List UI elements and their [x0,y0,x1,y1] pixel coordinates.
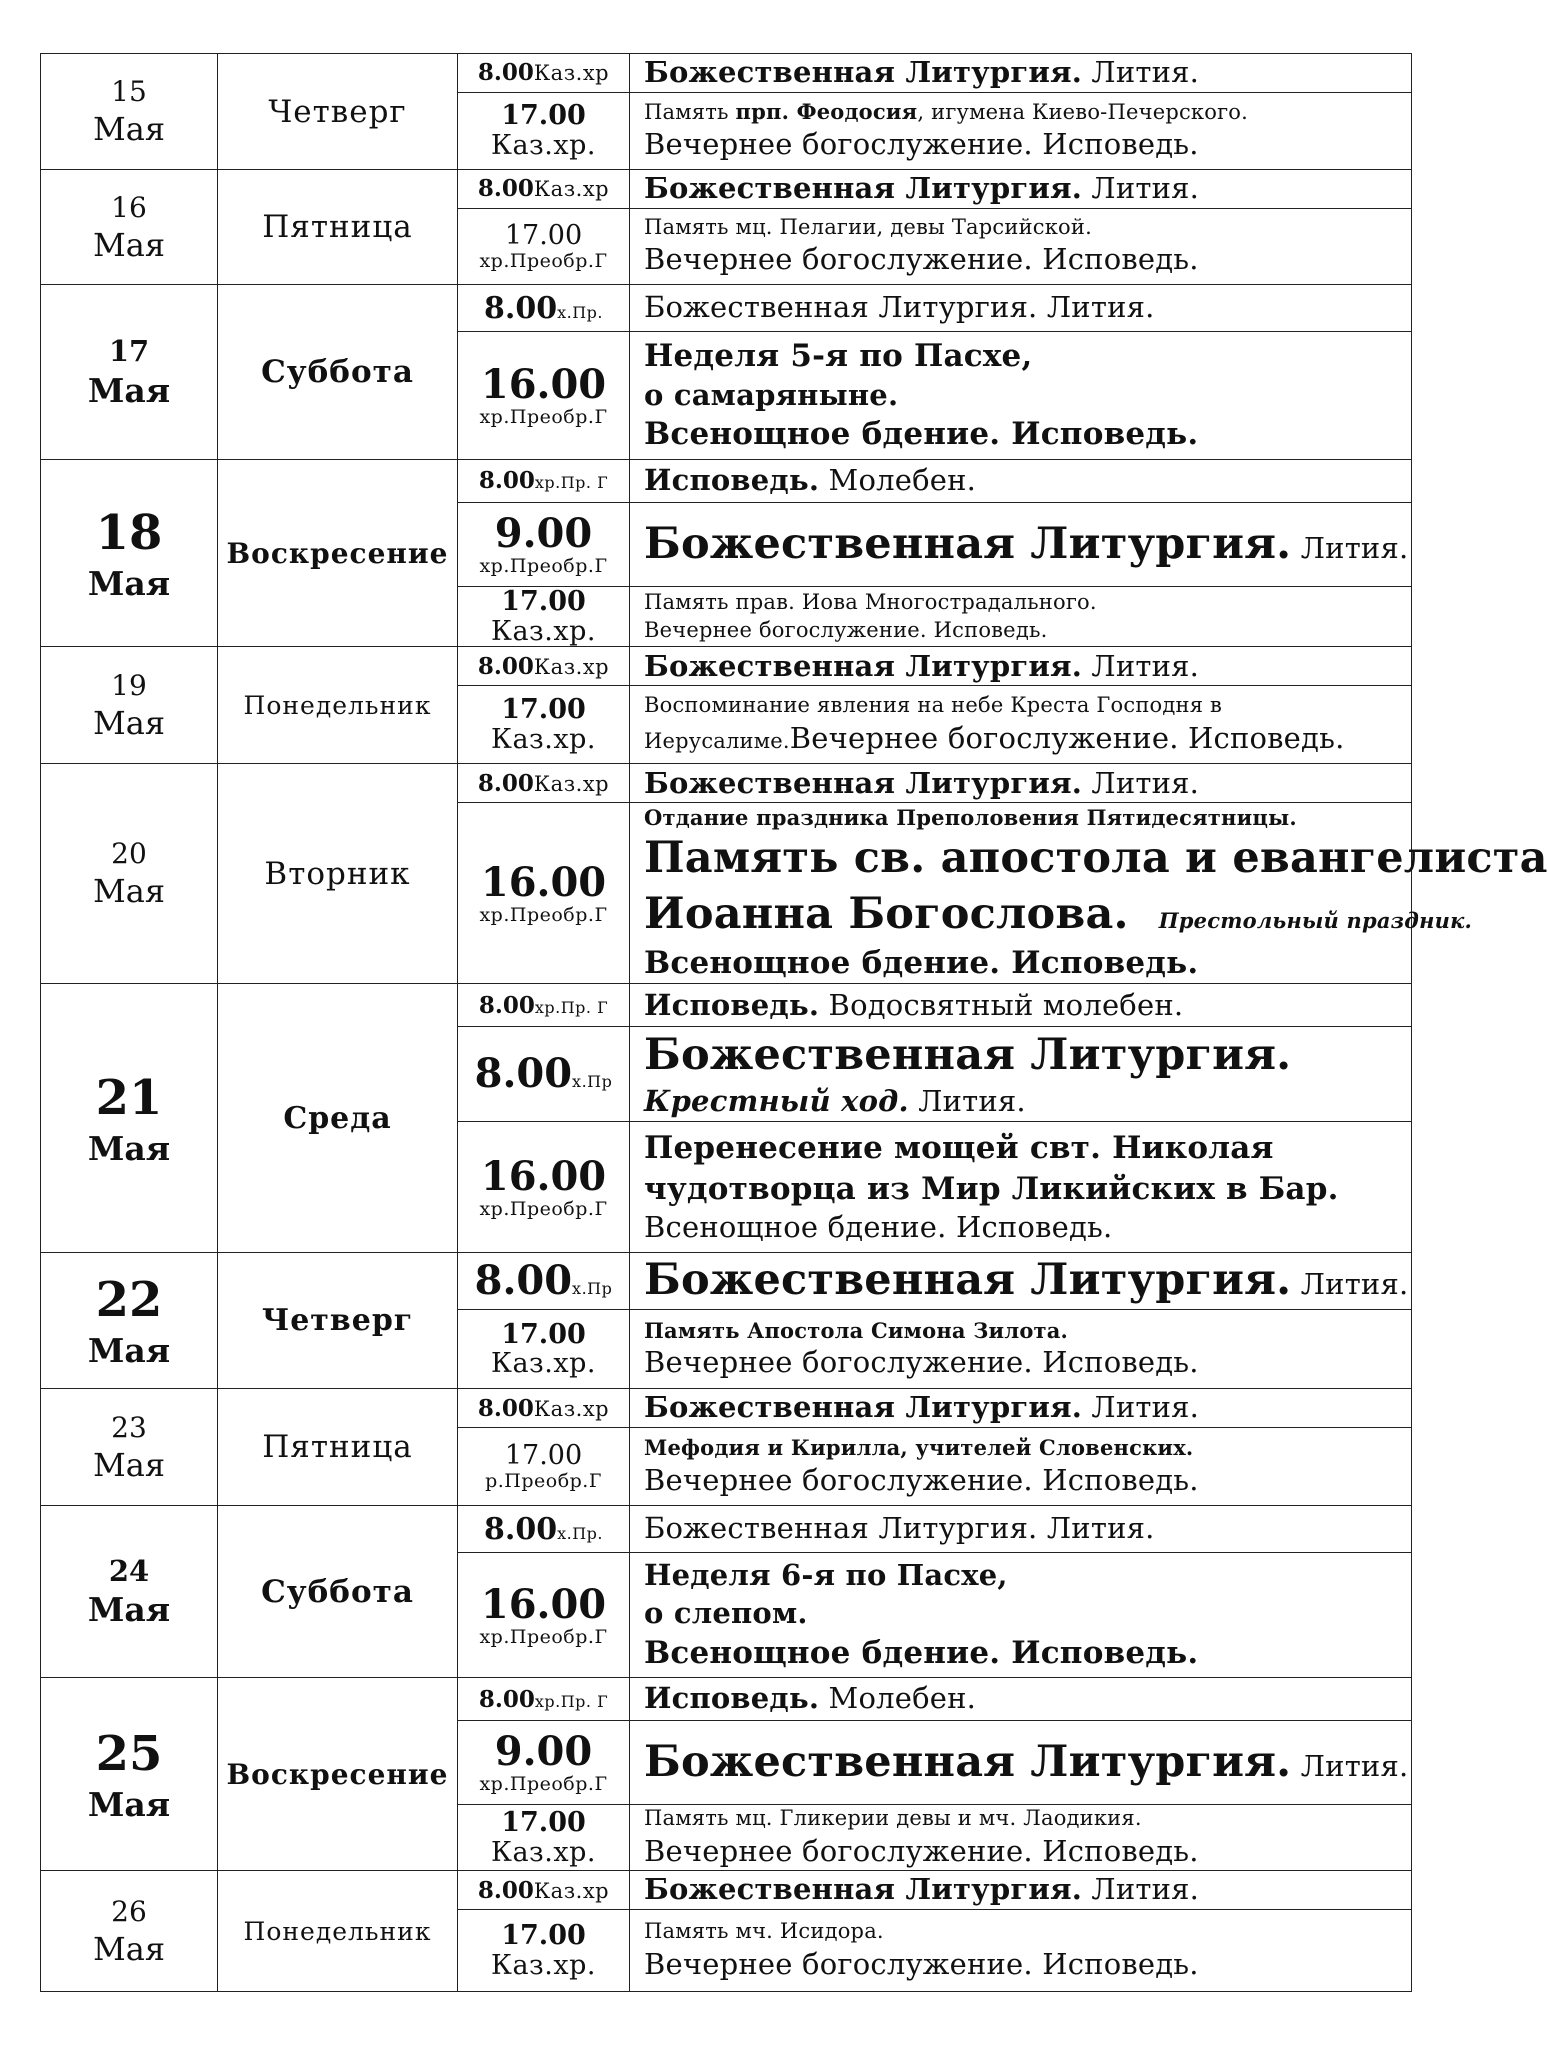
day-number: 17 [108,334,150,369]
month-name: Мая [92,872,166,911]
service-time: 17.00 [501,1920,586,1952]
description-text: Вечернее богослужение. Исповедь. [644,242,1199,277]
month-name: Мая [92,703,166,742]
service-location: хр.Преобр.Г [479,555,608,578]
description-line [644,1735,1409,1791]
description-text: Водосвятный молебен. [819,987,1184,1022]
service-time: 17.00 [501,1318,586,1350]
weekday-label: Воскресение [226,1757,449,1791]
description-text: Крестный ход. [644,1084,909,1119]
description-line [644,1595,1405,1633]
time-cell [458,1678,630,1721]
description-line [644,336,1405,376]
date-cell [41,1678,218,1871]
service-location: Каз.хр [533,654,610,679]
description-line [644,1946,1405,1984]
description-line [644,517,1409,573]
time-cell [458,503,630,587]
month-name: Мая [92,1929,166,1968]
time-cell [458,332,630,460]
service-time: 17.00 [504,220,583,252]
description-text: Божественная Литургия. [644,55,1083,90]
description-line [644,648,1405,686]
description-text: Молебен. [819,1681,977,1716]
description-text: Божественная Литургия. [644,1736,1292,1787]
description-line [644,214,1405,241]
description-line [644,377,1405,415]
time-cell [458,1506,630,1553]
service-description-cell [630,93,1412,170]
description-text: Иоанна Богослова. [644,888,1129,939]
description-text: чудотворца из Мир Ликийских в Бар. [644,1170,1339,1207]
weekday-label: Четверг [261,1303,414,1339]
service-location: Каз.хр. [491,1348,596,1380]
service-location: р.Преобр.Г [485,1470,602,1493]
date-cell [41,170,218,285]
description-line [644,1557,1405,1595]
month-name: Мая [87,1784,171,1824]
service-description-cell [630,54,1412,93]
service-description-cell [630,1506,1412,1553]
service-location: Каз.хр [533,1396,610,1421]
description-text: Всенощное бдение. Исповедь. [644,944,1199,981]
description-text: Мефодия и Кирилла, учителей Словенских. [644,1435,1194,1461]
description-line [644,289,1405,327]
description-line [644,831,1548,887]
schedule-row [41,54,1412,93]
time-cell [458,1122,630,1253]
day-number: 16 [111,190,147,224]
service-description-cell [630,1553,1412,1678]
schedule-table [40,53,1548,1992]
weekday-cell [218,1253,458,1389]
description-text: Память мц. Пелагии, девы Тарсийской. [644,215,1092,239]
description-line [644,98,1405,126]
description-line [644,1128,1405,1168]
schedule-row [41,1389,1412,1428]
service-description-cell [630,1871,1412,1910]
description-line [644,804,1405,831]
description-text: Вечернее богослужение. Исповедь. [644,617,1048,642]
schedule-row [41,170,1412,209]
date-cell [41,285,218,460]
time-cell [458,1721,630,1805]
time-cell [458,686,630,764]
service-description-cell [630,1428,1412,1506]
service-time: 8.00 [477,175,534,203]
service-location: хр.Преобр.Г [479,249,608,272]
description-text: Вечернее богослужение. Исповедь. [644,1345,1199,1380]
description-text: Всенощное бдение. Исповедь. [644,1209,1113,1244]
service-location: Каз.хр. [491,1949,596,1981]
service-location: Каз.хр. [491,615,596,647]
description-line [644,170,1405,208]
day-number: 19 [111,668,147,702]
weekday-label: Суббота [261,1573,414,1610]
time-cell [458,984,630,1027]
day-number: 23 [111,1410,147,1444]
month-name: Мая [87,370,171,410]
service-time: 16.00 [480,361,607,409]
description-text: Отдание праздника Преполовения Пятидесятницы. [644,804,1297,830]
time-cell [458,1805,630,1871]
time-cell [458,803,630,984]
service-location: хр.Преобр.Г [479,406,608,429]
weekday-cell [218,54,458,170]
date-cell [41,1389,218,1506]
description-line [644,241,1405,279]
schedule-row [41,285,1412,332]
description-text: Божественная Литургия. [644,171,1083,206]
description-text: Божественная Литургия. [644,518,1292,569]
date-cell [41,1871,218,1992]
service-location: х.Пр [572,1279,613,1299]
description-line [644,1633,1405,1673]
schedule-row [41,1678,1412,1721]
day-number: 24 [108,1554,150,1589]
description-text: Всенощное бдение. Исповедь. [644,1634,1199,1671]
service-location: Каз.хр [533,771,610,796]
date-cell [41,54,218,170]
description-text: Божественная Литургия. Лития. [644,290,1155,325]
weekday-label: Понедельник [243,690,432,720]
description-line [644,692,1405,719]
description-line [644,126,1405,164]
service-description-cell [630,285,1412,332]
service-time: 8.00 [477,652,534,680]
service-description-cell [630,503,1412,587]
weekday-label: Пятница [262,209,413,245]
description-text: Лития. [1082,1390,1200,1425]
description-line [644,1253,1409,1309]
description-text: Божественная Литургия. [644,648,1083,683]
description-text: Молебен. [819,463,977,498]
service-time: 17.00 [501,586,586,617]
service-description-cell [630,1721,1412,1805]
time-cell [458,647,630,686]
service-location: Каз.хр. [491,130,596,161]
time-cell [458,764,630,803]
schedule-row [41,1506,1412,1553]
schedule-row [41,647,1412,686]
service-description-cell [630,1910,1412,1992]
description-text: Перенесение мощей свт. Николая [644,1130,1274,1167]
description-text: Всенощное бдение. Исповедь. [644,416,1199,453]
description-line [644,1918,1405,1945]
description-text: Престольный праздник. [1128,907,1472,933]
description-line [644,462,1405,500]
service-description-cell [630,209,1412,285]
description-text: прп. Феодосия [735,99,918,124]
description-line [644,1344,1405,1382]
service-description-cell [630,1389,1412,1428]
day-number: 22 [95,1272,163,1329]
description-line [644,987,1405,1025]
description-text: Лития. [1082,1872,1200,1907]
date-cell [41,460,218,647]
time-cell [458,1553,630,1678]
weekday-cell [218,460,458,647]
service-time: 8.00 [477,769,534,797]
day-number: 20 [111,837,147,871]
description-text: Вечернее богослужение. Исповедь. [644,127,1199,162]
service-location: хр.Пр. Г [534,473,609,493]
service-description-cell [630,647,1412,686]
description-text: Божественная Литургия. [644,1872,1083,1907]
description-text: Божественная Литургия. [644,1029,1292,1080]
description-text: Иерусалиме. [644,728,790,753]
description-text: Вечернее богослужение. Исповедь. [644,1833,1199,1868]
service-description-cell [630,1027,1412,1122]
description-text: Лития. [1082,648,1200,683]
service-time: 8.00 [478,991,535,1019]
description-line [644,54,1405,92]
time-cell [458,93,630,170]
description-line [644,1209,1405,1247]
date-cell [41,647,218,764]
month-name: Мая [92,1445,166,1484]
month-name: Мая [87,1331,171,1371]
weekday-cell [218,647,458,764]
service-time: 8.00 [484,290,558,326]
time-cell [458,587,630,647]
service-location: хр.Преобр.Г [479,903,608,926]
day-number: 26 [111,1894,147,1928]
time-cell [458,1871,630,1910]
service-time: 8.00 [478,467,535,495]
service-location: Каз.хр. [491,723,596,755]
service-location: Каз.хр [533,1878,610,1903]
weekday-cell [218,1678,458,1871]
service-time: 8.00 [477,1394,534,1422]
weekday-cell [218,984,458,1253]
service-location: хр.Преобр.Г [479,1773,608,1796]
service-time: 16.00 [480,1580,607,1628]
service-description-cell [630,686,1412,764]
description-text: Лития. [1082,55,1200,90]
service-description-cell [630,984,1412,1027]
weekday-cell [218,170,458,285]
description-line [644,589,1405,616]
description-line [644,1434,1405,1461]
service-time: 8.00 [477,1876,534,1904]
time-cell [458,1310,630,1389]
description-text: Память [644,100,736,124]
description-line [644,1510,1405,1548]
service-time: 17.00 [501,694,586,726]
description-text: Память прав. Иова Многострадального. [644,590,1097,615]
time-cell [458,460,630,503]
description-text: Исповедь. [644,463,820,498]
weekday-label: Среда [283,1100,392,1136]
weekday-label: Суббота [261,354,414,390]
description-text: Исповедь. [644,1681,820,1716]
description-text: , игумена Киево-Печерского. [917,100,1249,124]
description-text: Неделя 6-я по Пасхе, [644,1558,1008,1593]
time-cell [458,54,630,93]
description-text: Лития. [1291,1267,1409,1302]
service-time: 8.00 [474,1050,573,1098]
description-text: Лития. [1291,1748,1409,1783]
description-text: Вечернее богослужение. Исповедь. [644,1946,1199,1981]
month-name: Мая [92,225,166,264]
schedule-row [41,984,1412,1027]
description-text: Неделя 5-я по Пасхе, [644,338,1033,375]
weekday-cell [218,764,458,984]
time-cell [458,1027,630,1122]
time-cell [458,1253,630,1310]
weekday-cell [218,1389,458,1506]
schedule-body [41,54,1548,1992]
service-location: х.Пр. [557,302,603,322]
date-cell [41,1506,218,1678]
service-location: х.Пр. [557,1523,603,1543]
day-number: 21 [95,1069,163,1126]
weekday-label: Воскресение [226,536,449,570]
time-cell [458,170,630,209]
service-time: 16.00 [480,858,607,906]
description-text: о слепом. [644,1596,808,1631]
date-cell [41,1253,218,1389]
service-location: Каз.хр [533,61,610,86]
description-line [644,1462,1405,1500]
service-description-cell [630,1678,1412,1721]
description-line [644,887,1472,943]
service-description-cell [630,1122,1412,1253]
description-line [644,1680,1405,1718]
description-line [644,1871,1405,1909]
service-description-cell [630,170,1412,209]
description-text: Лития. [1082,171,1200,206]
service-location: Каз.хр [533,177,610,202]
service-description-cell [630,803,1548,984]
time-cell [458,1910,630,1992]
service-time: 8.00 [478,1685,535,1713]
service-location: хр.Преобр.Г [479,1625,608,1648]
description-text: Лития. [1291,530,1409,565]
description-line [644,1028,1405,1084]
service-location: х.Пр [572,1072,613,1092]
description-text: о самаряныне. [644,377,899,412]
description-text: Божественная Литургия. [644,765,1083,800]
description-text: Лития. [908,1084,1026,1119]
description-text: Память мч. Исидора. [644,1919,884,1944]
description-line [644,765,1405,803]
service-location: Каз.хр. [491,1836,596,1868]
service-time: 17.00 [501,1807,586,1839]
description-line [644,1389,1405,1427]
day-number: 15 [111,75,147,108]
weekday-label: Понедельник [243,1916,432,1946]
description-line [644,414,1405,454]
description-line [644,1833,1405,1871]
description-line [644,1169,1405,1209]
month-name: Мая [87,563,171,603]
month-name: Мая [87,1128,171,1168]
service-description-cell [630,1310,1412,1389]
date-cell [41,764,218,984]
month-name: Мая [87,1590,171,1630]
service-description-cell [630,1805,1412,1871]
description-line [644,617,1405,644]
schedule-row [41,764,1412,803]
description-text: Исповедь. [644,987,820,1022]
description-line [644,1083,1405,1121]
service-time: 8.00 [474,1257,573,1305]
service-time: 9.00 [494,1728,593,1776]
weekday-cell [218,285,458,460]
weekday-label: Пятница [262,1429,413,1466]
description-text: Вечернее богослужение. Исповедь. [644,1462,1199,1497]
description-text: Память мц. Гликерии девы и мч. Лаодикия. [644,1806,1142,1831]
time-cell [458,1389,630,1428]
description-text: Память Апостола Симона Зилота. [644,1317,1069,1343]
service-description-cell [630,587,1412,647]
description-line [644,1317,1405,1344]
schedule-row [41,1253,1412,1310]
service-time: 16.00 [480,1152,607,1200]
description-text: Вечернее богослужение. Исповедь. [789,720,1345,755]
service-time: 9.00 [494,510,593,558]
schedule-row [41,1871,1412,1910]
service-location: хр.Пр. Г [534,1691,609,1711]
description-text: Божественная Литургия. [644,1390,1083,1425]
time-cell [458,209,630,285]
service-time: 17.00 [504,1440,583,1472]
description-line [644,943,1405,983]
service-time: 8.00 [484,1511,558,1547]
description-text: Божественная Литургия. [644,1255,1292,1306]
service-location: хр.Пр. Г [534,997,609,1017]
service-description-cell [630,764,1412,803]
description-line [644,720,1405,758]
month-name: Мая [92,110,166,148]
weekday-cell [218,1506,458,1678]
description-text: Божественная Литургия. Лития. [644,1511,1155,1546]
service-time: 17.00 [501,100,586,132]
service-location: хр.Преобр.Г [479,1197,608,1220]
description-text: Воспоминание явления на небе Креста Господня в [644,693,1223,718]
weekday-label: Вторник [264,855,411,892]
day-number: 18 [95,504,163,561]
time-cell [458,1428,630,1506]
service-description-cell [630,1253,1412,1310]
service-description-cell [630,332,1412,460]
date-cell [41,984,218,1253]
time-cell [458,285,630,332]
schedule-row [41,460,1412,503]
weekday-cell [218,1871,458,1992]
description-line [644,1805,1405,1832]
description-text: Память св. апостола и евангелиста [644,832,1548,883]
day-number: 25 [95,1725,163,1782]
description-text: Лития. [1082,765,1200,800]
service-description-cell [630,460,1412,503]
weekday-label: Четверг [268,93,407,130]
service-time: 8.00 [477,59,534,87]
